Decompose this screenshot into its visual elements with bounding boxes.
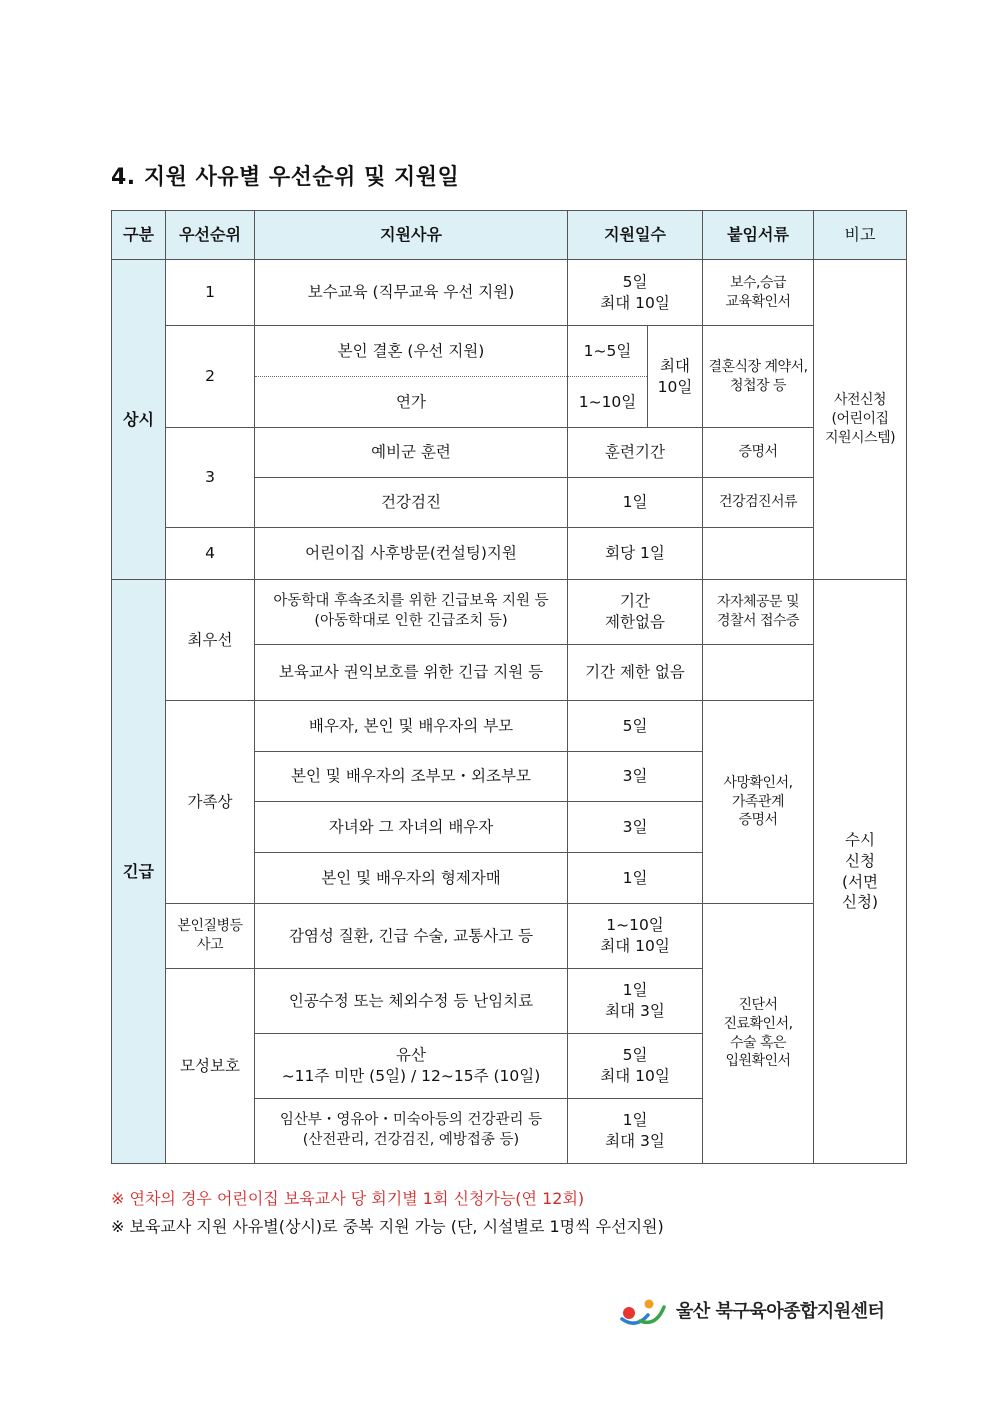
priority-cell: 4: [166, 528, 255, 580]
reason-cell: 인공수정 또는 체외수정 등 난임치료: [255, 969, 568, 1034]
center-logo: [618, 1292, 884, 1328]
days-cell: 회당 1일: [568, 528, 703, 580]
documents-cell: 건강검진서류: [703, 478, 814, 528]
footnote-annual-leave: ※ 연차의 경우 어린이집 보육교사 당 회기별 1회 신청가능(연 12회): [111, 1189, 585, 1208]
reason-cell: 건강검진: [255, 478, 568, 528]
reason-cell: 보수교육 (직무교육 우선 지원): [255, 260, 568, 326]
header-reason: 지원사유: [255, 211, 568, 260]
group-urgent: 긴급: [112, 580, 166, 1164]
priority-cell: 모성보호: [166, 969, 255, 1164]
table-row: [112, 260, 907, 326]
reason-cell: 유산 ~11주 미만 (5일) / 12~15주 (10일): [255, 1034, 568, 1099]
table-row: [112, 326, 907, 377]
table-row: [112, 428, 907, 478]
header-documents: 붙임서류: [703, 211, 814, 260]
days-cell: 1일: [568, 478, 703, 528]
reason-cell: 예비군 훈련: [255, 428, 568, 478]
days-cell: 1~5일: [568, 326, 648, 377]
days-cell: 5일 최대 10일: [568, 260, 703, 326]
priority-cell: 가족상: [166, 701, 255, 904]
days-max-cell: 최대 10일: [648, 326, 703, 428]
remarks-urgent: 수시 신청 (서면 신청): [814, 580, 907, 1164]
header-days: 지원일수: [568, 211, 703, 260]
table-header-row: [112, 211, 907, 260]
days-cell: 1일: [568, 853, 703, 904]
header-remarks: 비고: [814, 211, 907, 260]
support-table: [111, 210, 907, 1164]
days-cell: 1일 최대 3일: [568, 969, 703, 1034]
reason-cell: 본인 및 배우자의 조부모・외조부모: [255, 752, 568, 802]
center-name: 울산 북구육아종합지원센터: [676, 1301, 885, 1322]
table-row: [112, 580, 907, 645]
center-logo-icon: [618, 1293, 670, 1327]
days-cell: 훈련기간: [568, 428, 703, 478]
days-cell: 1~10일 최대 10일: [568, 904, 703, 969]
days-cell: 기간 제한없음: [568, 580, 703, 645]
header-category: 구분: [112, 211, 166, 260]
footnote-duplicate-support: ※ 보육교사 지원 사유별(상시)로 중복 지원 가능 (단, 시설별로 1명씩 우선지원): [111, 1217, 664, 1236]
documents-cell: 사망확인서, 가족관계 증명서: [703, 701, 814, 904]
priority-cell: 최우선: [166, 580, 255, 701]
days-cell: 5일 최대 10일: [568, 1034, 703, 1099]
table-row: [112, 528, 907, 580]
reason-cell: 본인 및 배우자의 형제자매: [255, 853, 568, 904]
reason-cell: 배우자, 본인 및 배우자의 부모: [255, 701, 568, 752]
days-cell: 5일: [568, 701, 703, 752]
priority-cell: 본인질병등 사고: [166, 904, 255, 969]
days-cell: 1~10일: [568, 377, 648, 428]
remarks-regular: 사전신청 (어린이집 지원시스템): [814, 260, 907, 580]
days-cell: 3일: [568, 802, 703, 853]
days-cell: 1일 최대 3일: [568, 1099, 703, 1164]
documents-cell: 결혼식장 계약서, 청첩장 등: [703, 326, 814, 428]
reason-cell: 보육교사 권익보호를 위한 긴급 지원 등: [255, 645, 568, 701]
table-row: [112, 904, 907, 969]
documents-cell: [703, 528, 814, 580]
reason-cell: 본인 결혼 (우선 지원): [255, 326, 568, 377]
reason-cell: 감염성 질환, 긴급 수술, 교통사고 등: [255, 904, 568, 969]
days-cell: 3일: [568, 752, 703, 802]
documents-cell: 진단서 진료확인서, 수술 혹은 입원확인서: [703, 904, 814, 1164]
header-priority: 우선순위: [166, 211, 255, 260]
table-row: [112, 701, 907, 752]
reason-cell: 자녀와 그 자녀의 배우자: [255, 802, 568, 853]
reason-cell: 아동학대 후속조치를 위한 긴급보육 지원 등 (아동학대로 인한 긴급조치 등): [255, 580, 568, 645]
reason-cell: 임산부・영유아・미숙아등의 건강관리 등 (산전관리, 건강검진, 예방접종 등): [255, 1099, 568, 1164]
days-cell: 기간 제한 없음: [568, 645, 703, 701]
reason-cell: 어린이집 사후방문(컨설팅)지원: [255, 528, 568, 580]
priority-cell: 2: [166, 326, 255, 428]
documents-cell: 보수,승급 교육확인서: [703, 260, 814, 326]
documents-cell: [703, 645, 814, 701]
documents-cell: 증명서: [703, 428, 814, 478]
group-regular: 상시: [112, 260, 166, 580]
priority-cell: 3: [166, 428, 255, 528]
reason-cell: 연가: [255, 377, 568, 428]
documents-cell: 자자체공문 및 경찰서 접수증: [703, 580, 814, 645]
section-title: 4. 지원 사유별 우선순위 및 지원일: [111, 165, 460, 190]
priority-cell: 1: [166, 260, 255, 326]
